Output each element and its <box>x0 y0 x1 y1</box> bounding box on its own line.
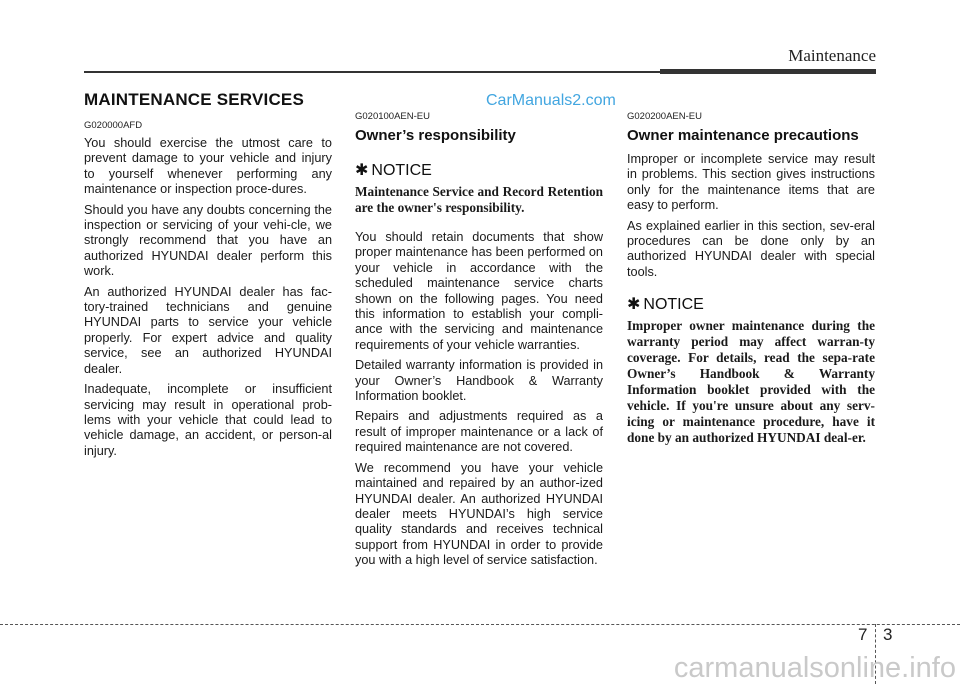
watermark-bottom[interactable]: carmanualsonline.info <box>673 652 956 684</box>
paragraph: We recommend you have your vehicle maintained and repaired by an author-ized HYUNDAI dealer. An authorized HYUNDAI dealer meets HYUNDAI’s high service quality standards and receives technical support from HYUNDAI in order to provide you with a high level of service satisfaction. <box>355 460 603 568</box>
column-3 <box>627 90 875 460</box>
page-number: 3 <box>883 625 893 644</box>
notice-star-icon: ✱ <box>355 162 369 179</box>
watermark-top[interactable]: CarManuals2.com <box>486 92 616 109</box>
notice-text: Improper owner maintenance during the warranty period may affect warran-ty coverage. For details, read the sepa-rate Owner’s Handbook & Warranty Information booklet provided with the vehicle. If you're unsure about any serv-icing or maintenance procedure, have it done by an authorized HYUNDAI deal-er. <box>627 318 875 446</box>
paragraph: Improper or incomplete service may result in problems. This section gives instructions only for the maintenance items that are easy to perform. <box>627 152 875 213</box>
notice-heading <box>627 296 875 314</box>
paragraph: You should retain documents that show proper maintenance has been performed on your vehicle in accordance with the scheduled maintenance service charts shown on the following pages. You need this information to establish your compli-ance with the servicing and maintenance requirements of your vehicle warranties. <box>355 230 603 352</box>
notice-star-icon: ✱ <box>627 296 641 314</box>
notice-text: Maintenance Service and Record Retention are the owner's responsibility. <box>355 184 603 215</box>
column-2 <box>355 90 603 574</box>
section-code: G020100AEN-EU <box>355 111 430 122</box>
notice-heading <box>355 162 603 180</box>
notice-label: NOTICE <box>643 296 704 314</box>
section-title: Maintenance <box>788 46 876 65</box>
paragraph: As explained earlier in this section, sev-eral procedures can be done only by an authorized HYUNDAI dealer with special tools. <box>627 218 875 279</box>
paragraph: An authorized HYUNDAI dealer has fac-tory-trained technicians and genuine HYUNDAI parts to service your vehicle properly. For expert advice and quality service, see an authorized HYUNDAI dealer. <box>84 284 332 376</box>
paragraph: You should exercise the utmost care to prevent damage to your vehicle and injury to yourself whenever performing any maintenance or inspection proce-dures. <box>84 136 332 197</box>
header-rule-thick <box>660 69 876 74</box>
section-code: G020000AFD <box>84 120 143 131</box>
notice-label: NOTICE <box>371 162 432 179</box>
paragraph: Detailed warranty information is provided in your Owner’s Handbook & Warranty Information booklet. <box>355 358 603 404</box>
owner-precautions-heading: Owner maintenance precautions <box>627 127 859 144</box>
paragraph: Inadequate, incomplete or insufficient servicing may result in operational prob-lems with your vehicle that could lead to vehicle damage, an accident, or person-al injury. <box>84 382 332 458</box>
main-heading: MAINTENANCE SERVICES <box>84 90 304 109</box>
footer-rule <box>0 624 960 625</box>
header-rule-thin <box>84 71 660 73</box>
section-code: G020200AEN-EU <box>627 111 702 122</box>
paragraph: Should you have any doubts concerning the inspection or servicing of your vehi-cle, we strongly recommend that you have an authorized HYUNDAI dealer perform this work. <box>84 202 332 279</box>
chapter-number: 7 <box>858 625 868 644</box>
paragraph: Repairs and adjustments required as a result of improper maintenance or a lack of required maintenance are not covered. <box>355 409 603 455</box>
owner-responsibility-heading: Owner’s responsibility <box>355 127 516 144</box>
column-1 <box>84 90 332 464</box>
